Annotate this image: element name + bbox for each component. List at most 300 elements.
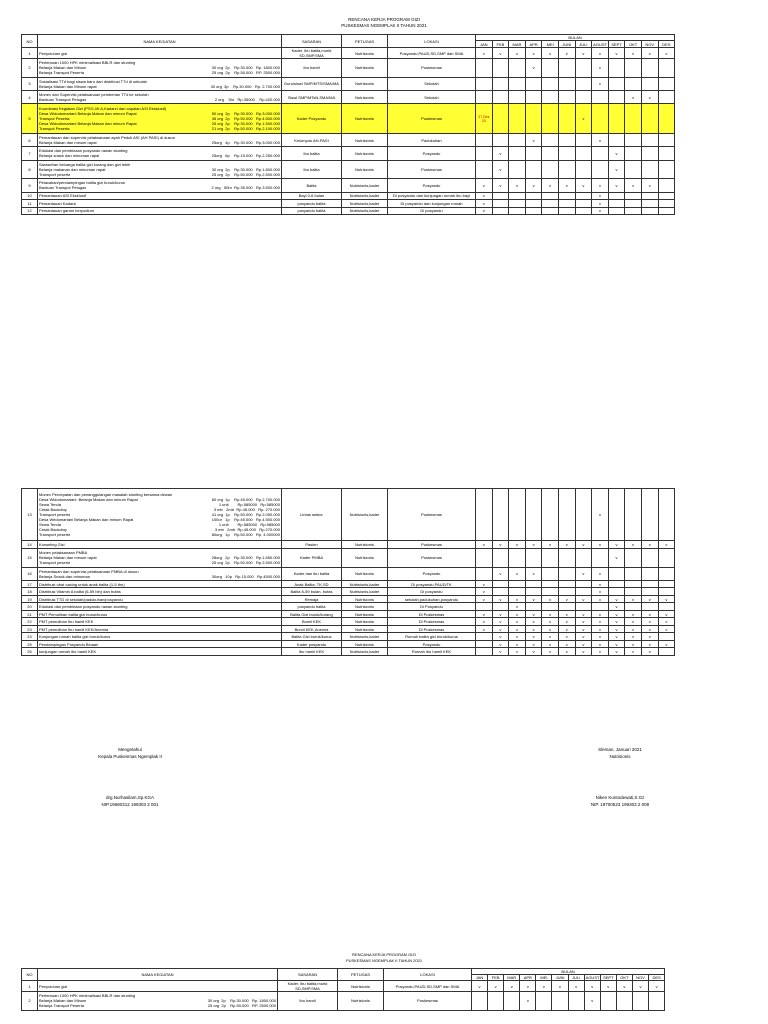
- activity-cost: 3 mtr 2mtr Rp.45.000 Rp. 270.000: [213, 507, 280, 513]
- preview-row-2: [22, 992, 665, 1011]
- month-cell: [488, 992, 504, 1011]
- month-cell: v: [476, 541, 493, 549]
- month-cell: [575, 90, 592, 103]
- officer: Nutrisionis,kader: [342, 489, 388, 541]
- activity-line-text: Pemantauan dan supervisi pelaksanaan PMBA di dusun: [39, 568, 139, 574]
- activity-line-text: Cetak Backdrop: [39, 507, 68, 513]
- row-number: 12: [22, 207, 38, 215]
- month-cell: v: [520, 992, 536, 1011]
- month-cell: [542, 192, 559, 200]
- month-cell: [492, 603, 509, 611]
- month-cell: [542, 134, 559, 147]
- month-cell: [525, 603, 542, 611]
- month-cell: [525, 580, 542, 588]
- month-cell: v: [575, 567, 592, 580]
- month-cell: v: [625, 618, 642, 626]
- plan-row-15: [22, 548, 675, 567]
- target-group: Guru/siswi SMP/MTS/SMA/MA: [282, 77, 342, 90]
- month-cell: [509, 90, 526, 103]
- month-cell: v: [509, 179, 526, 192]
- month-cell: [575, 200, 592, 208]
- month-cell: v: [658, 640, 675, 648]
- activity-line-text: Distribusi obat cacing untuk anak balita (1-5 thn): [39, 581, 125, 587]
- month-cell: v: [509, 48, 526, 59]
- header-bulan: BULAN: [476, 35, 675, 41]
- activity-name: [38, 200, 282, 208]
- officer: Nutrisionis: [342, 640, 388, 648]
- month-cell: [509, 77, 526, 90]
- activity-cost: 80org 1p Rp.50.000 Rp. 4.000000: [211, 532, 280, 538]
- month-cell: v: [509, 603, 526, 611]
- activity-name: [38, 90, 282, 103]
- month-cell: [625, 580, 642, 588]
- month-cell: v: [584, 992, 600, 1011]
- target-group: Ibu hamil: [282, 59, 342, 78]
- month-cell: [542, 90, 559, 103]
- plan-row-3: [22, 77, 675, 90]
- activity-line-text: Transport peserta: [39, 560, 71, 566]
- month-cell: v: [625, 648, 642, 656]
- row-number: 22: [22, 618, 38, 626]
- month-cell: v: [575, 48, 592, 59]
- activity-cost: 3 mtr 2mtr Rp.45.000 Rp.270.000: [214, 527, 280, 533]
- target-group: Kader posyandu: [282, 640, 342, 648]
- month-cell: [542, 580, 559, 588]
- month-cell: v: [608, 548, 625, 567]
- plan-row-26: [22, 648, 675, 656]
- activity-line-text: Transport peserta: [39, 532, 71, 538]
- month-cell: v: [592, 567, 609, 580]
- month-cell: [558, 200, 575, 208]
- activity-line: [39, 542, 280, 547]
- officer: Nutrisionis: [342, 77, 388, 90]
- activity-line-text: Belanja Makan dan Minum: [39, 998, 87, 1004]
- row-number: 2: [22, 59, 38, 78]
- activity-line-text: Belanja makanan dan minuman rapat: [39, 166, 106, 172]
- activity-line-text: Pertemuan 1000 HPK minimalisasi BBLR dan stunting: [39, 60, 136, 66]
- month-cell: [509, 588, 526, 596]
- header-month-mar: MAR: [509, 41, 526, 48]
- location: Puskesmas: [388, 541, 476, 549]
- month-cell: v: [492, 160, 509, 179]
- month-cell: v: [476, 625, 493, 633]
- activity-line: [39, 126, 280, 131]
- month-cell: [476, 489, 493, 541]
- activity-cost: 100or 1p Rp.45.000 Rp.4.500.000: [211, 517, 280, 523]
- month-cell: v: [509, 648, 526, 656]
- month-cell: [558, 567, 575, 580]
- month-cell: v: [625, 640, 642, 648]
- month-cell: v: [542, 625, 559, 633]
- month-cell: [476, 134, 493, 147]
- month-cell: v: [525, 179, 542, 192]
- activity-line: [39, 185, 280, 190]
- month-cell: [592, 147, 609, 160]
- month-cell: [641, 603, 658, 611]
- row-number: 2: [22, 992, 38, 1011]
- activity-cost: 25 org 2p Rp.50.000 Rp.2.500.000: [211, 171, 280, 177]
- activity-line-text: Belanja snack dan minuman rapat: [39, 153, 100, 159]
- month-cell: v: [575, 618, 592, 626]
- work-plan-table-continued: [21, 488, 675, 656]
- activity-line-text: Sosialisasi TTd bagi siswa baru dan distribusi TTd di sekolah: [39, 78, 147, 84]
- month-cell: [558, 77, 575, 90]
- officer: Nutrisionis: [342, 104, 388, 134]
- officer: Nutrisionis,kader: [342, 588, 388, 596]
- month-cell: v: [625, 541, 642, 549]
- month-cell: [592, 90, 609, 103]
- location: Padukuhan: [388, 134, 476, 147]
- preview-header-month-juli: JULI: [568, 975, 584, 981]
- month-cell: v: [476, 200, 493, 208]
- target-group: Kelompok AH-PASI: [282, 134, 342, 147]
- month-cell: v: [509, 618, 526, 626]
- target-group: Ibu hamil: [278, 992, 338, 1011]
- activity-cost: 25 org 2p Rp.50.000 RP. 2500.000: [207, 1003, 276, 1009]
- activity-line-text: PMT Pemulihan balita gizi buruk/kurus: [39, 611, 108, 617]
- target-group: Balita Gizi buruk/kurang: [282, 610, 342, 618]
- preview-header-month-agust: AGUST: [585, 975, 600, 980]
- preview-header-month-apr: APR: [520, 975, 536, 981]
- plan-row-5: [22, 104, 675, 134]
- month-cell: [558, 59, 575, 78]
- month-cell: v: [476, 207, 493, 215]
- activity-line-text: Transpot Peserta: [39, 126, 70, 132]
- month-cell: [625, 59, 642, 78]
- month-cell: v: [592, 489, 609, 541]
- plan-row-2: [22, 59, 675, 78]
- activity-line-text: Pemantauan dan supervisi pelaksanaan ayah Peduli ASI (AH PASI) di dusun: [39, 135, 176, 141]
- activity-line-text: Bantuan Transpot Petugas: [39, 97, 87, 103]
- location: Posyandu: [388, 567, 476, 580]
- activity-line: [39, 172, 280, 177]
- preview-header-month-feb: FEB: [488, 975, 504, 981]
- month-cell: v: [608, 595, 625, 603]
- month-cell: v: [476, 588, 493, 596]
- activity-name: [38, 134, 282, 147]
- row-number: 5: [22, 104, 38, 134]
- activity-cost: 25 org 2p Rp.50.000 RP. 2500.000: [211, 70, 280, 76]
- month-cell: [641, 548, 658, 567]
- preview-header-month-juni: JUNI: [552, 975, 568, 981]
- month-cell: v: [492, 48, 509, 59]
- officer: Nutrisionis,kader: [342, 200, 388, 208]
- header-month-juni: JUNI: [558, 41, 575, 48]
- location: Posyandu: [388, 640, 476, 648]
- month-cell: v: [476, 595, 493, 603]
- activity-line-text: Monev Percepatan dan penanggulangan masalah stunting bersama dewan: [39, 492, 173, 498]
- month-cell: [658, 90, 675, 103]
- month-cell: [509, 147, 526, 160]
- header-sasaran: SASARAN: [282, 35, 342, 48]
- activity-line-text: Pendampingan Posyandu Binaan: [39, 641, 99, 647]
- month-cell: [476, 567, 493, 580]
- preview-header-petugas: PETUGAS: [338, 969, 384, 981]
- row-number: 25: [22, 640, 38, 648]
- activity-line-text: Kunjungan rumah balita gizi buruk/kurus: [39, 634, 111, 640]
- month-cell: v: [592, 59, 609, 78]
- month-cell: v: [525, 648, 542, 656]
- month-cell: [608, 489, 625, 541]
- month-cell: [525, 207, 542, 215]
- month-cell: v: [592, 77, 609, 90]
- target-group: Ibu balita: [282, 147, 342, 160]
- activity-line: [39, 193, 280, 198]
- preview-title-1: RENCANA KERJA PROGRAM GIZI: [352, 952, 416, 957]
- month-cell: [492, 104, 509, 134]
- activity-line-text: Pertemuan 1000 HPK minimalisasi BBLR dan stunting: [39, 993, 136, 999]
- activity-line-text: Belanja Makan dan minum rapat: [39, 555, 97, 561]
- month-cell: [658, 603, 675, 611]
- target-group: Pasien: [282, 541, 342, 549]
- officer: Nutrisionis: [342, 160, 388, 179]
- month-cell: [608, 207, 625, 215]
- month-cell: [492, 192, 509, 200]
- month-cell: v: [542, 618, 559, 626]
- activity-line-text: Belanja Makan dan minum rapat: [39, 140, 97, 146]
- target-group: Bayi 0-6 bulan: [282, 192, 342, 200]
- month-cell: v: [542, 648, 559, 656]
- target-group: Kader, ibu balita,murid SD,SMP,SMA: [278, 981, 338, 992]
- officer: Nutrisionis: [338, 992, 384, 1011]
- month-cell: v: [592, 192, 609, 200]
- month-cell: v: [608, 633, 625, 641]
- target-group: Ibu hamil KEK: [282, 648, 342, 656]
- activity-line: [39, 642, 280, 647]
- activity-line-text: Sewa Tenda: [39, 522, 61, 528]
- signature-left-line2: Kepala Puskesmas Ngemplak II: [98, 754, 162, 759]
- activity-line-text: Pelacakan/pendampingan balita gizi buruk/kurus: [39, 180, 126, 186]
- month-cell: v: [625, 633, 642, 641]
- row-number: 6: [22, 134, 38, 147]
- activity-cost: 1 unit Rp.585000 Rp.585000: [218, 522, 280, 528]
- plan-row-7: [22, 147, 675, 160]
- activity-name: [38, 489, 282, 541]
- activity-name: [38, 610, 282, 618]
- month-cell: v: [558, 179, 575, 192]
- header-month-nov: NOV: [641, 41, 658, 48]
- month-cell: v: [575, 541, 592, 549]
- row-number: 17: [22, 580, 38, 588]
- month-cell: [608, 59, 625, 78]
- activity-name: [38, 595, 282, 603]
- month-cell: v: [592, 541, 609, 549]
- month-cell: v: [492, 541, 509, 549]
- row-number: 10: [22, 192, 38, 200]
- row-number: 21: [22, 610, 38, 618]
- activity-line-text: kunjungan rumah ibu hamil KEK: [39, 649, 97, 655]
- month-cell: v: [525, 541, 542, 549]
- month-cell: [625, 160, 642, 179]
- month-cell: v: [492, 179, 509, 192]
- month-cell: v: [592, 633, 609, 641]
- month-cell: v: [641, 640, 658, 648]
- location: Di posyandu dan kunjungan rumah ibu bayi: [388, 192, 476, 200]
- activity-name: [38, 618, 282, 626]
- month-cell: v: [592, 595, 609, 603]
- month-cell: v: [492, 633, 509, 641]
- activity-line-text: Transport peserta: [39, 512, 71, 518]
- header-month-okt: OKT: [625, 41, 642, 48]
- month-cell: [608, 200, 625, 208]
- activity-name: [38, 992, 278, 1011]
- activity-line: [39, 97, 280, 102]
- month-cell: [492, 59, 509, 78]
- month-cell: v: [608, 603, 625, 611]
- plan-row-13: [22, 489, 675, 541]
- plan-row-25: [22, 640, 675, 648]
- activity-line-text: Belanja Transpot Peserta: [39, 70, 84, 76]
- month-cell: v: [575, 640, 592, 648]
- month-cell: [525, 588, 542, 596]
- activity-cost: 41 org 1p Rp.50.000 Rp.2.050.000: [211, 512, 280, 518]
- month-cell: [641, 200, 658, 208]
- location: Di posyandu: [388, 588, 476, 596]
- month-cell: v: [592, 610, 609, 618]
- officer: Nutrisionis: [342, 147, 388, 160]
- month-cell: v: [542, 640, 559, 648]
- month-cell: v: [649, 981, 665, 992]
- activity-line-text: Sewa Tenda: [39, 502, 61, 508]
- row-number: 1: [22, 981, 38, 992]
- activity-line-text: Pemantauan garam beryodium: [39, 208, 94, 214]
- preview-table: [21, 968, 665, 1011]
- month-cell: v: [525, 48, 542, 59]
- activity-line-text: Konseling Gizi: [39, 542, 65, 548]
- signature-left: [60, 746, 200, 808]
- month-cell: v: [592, 588, 609, 596]
- month-cell: v: [658, 541, 675, 549]
- month-cell: [525, 489, 542, 541]
- month-cell: [658, 567, 675, 580]
- month-cell: [575, 489, 592, 541]
- location: Posyandu: [388, 147, 476, 160]
- signature-right-line2: Nutrisionis: [609, 754, 631, 759]
- activity-line-text: PMT pemulihan Ibu hamil KEK: [39, 619, 94, 625]
- month-cell: [542, 603, 559, 611]
- month-cell: v: [558, 640, 575, 648]
- target-group: Balita Gizi buruk/kurus: [282, 633, 342, 641]
- month-cell: [658, 548, 675, 567]
- month-cell: [575, 192, 592, 200]
- month-cell: [558, 489, 575, 541]
- month-cell: v: [558, 48, 575, 59]
- activity-line-text: Pemantauan Kadarzi: [39, 200, 77, 206]
- activity-line-text: PMT pemulihan Ibu hamil KEK/Anemia: [39, 626, 109, 632]
- month-cell: v: [509, 640, 526, 648]
- location: Di Puskesmas: [388, 618, 476, 626]
- signature-left-line1: Mengetahui: [118, 747, 142, 752]
- month-cell: [600, 992, 616, 1011]
- target-group: Siswi SMP/MTsN,SMA/MA: [282, 90, 342, 103]
- month-cell: [492, 588, 509, 596]
- month-cell: [641, 59, 658, 78]
- header-month-jan: JAN: [476, 41, 493, 48]
- location: Di Posyandu: [388, 603, 476, 611]
- target-group: Lintas sektor: [282, 489, 342, 541]
- month-cell: [658, 207, 675, 215]
- month-cell: v: [608, 625, 625, 633]
- activity-cost: 45 org 2p Rp.50.000 Rp.4.500.000: [211, 116, 280, 122]
- location: Di Puskesmas: [388, 625, 476, 633]
- officer: Nutrisionis: [342, 59, 388, 78]
- activity-line-text: Edukasi dan pembinaan posyandu rawan stunting: [39, 148, 128, 154]
- month-cell: [641, 567, 658, 580]
- month-cell: [658, 648, 675, 656]
- month-cell: [658, 588, 675, 596]
- month-cell: v: [520, 981, 536, 992]
- location: sekolah,padukuhan,posyandu: [388, 595, 476, 603]
- month-cell: v: [608, 179, 625, 192]
- month-cell: v: [476, 192, 493, 200]
- month-cell: v: [592, 648, 609, 656]
- location: Puskesmas: [388, 160, 476, 179]
- month-cell: [641, 588, 658, 596]
- month-cell: [504, 992, 520, 1011]
- month-cell: v: [525, 595, 542, 603]
- activity-name: [38, 625, 282, 633]
- activity-name: [38, 104, 282, 134]
- plan-row-9: [22, 179, 675, 192]
- officer: Nutrisionis: [342, 548, 388, 567]
- month-cell: [641, 77, 658, 90]
- month-cell: [476, 633, 493, 641]
- month-cell: v: [525, 640, 542, 648]
- row-number: 7: [22, 147, 38, 160]
- month-cell: v: [509, 541, 526, 549]
- month-cell: [525, 192, 542, 200]
- officer: Nutrisionis: [342, 541, 388, 549]
- activity-cost: 50 org 2p Rp.30.000 Rp.3.000.000: [211, 111, 280, 117]
- month-cell: [509, 548, 526, 567]
- month-cell: [492, 134, 509, 147]
- activity-line-text: Desa Widodomartani Belanja Makan dan minum Rapat: [39, 111, 137, 117]
- location: Puskesmas: [384, 992, 472, 1011]
- location: Di posyandu: [388, 207, 476, 215]
- month-cell: [525, 160, 542, 179]
- month-cell: [536, 992, 552, 1011]
- activity-line-text: Desa Widodomartani Belanja Makan dan minum Rapat: [39, 121, 137, 127]
- month-cell: v: [592, 179, 609, 192]
- month-cell: [632, 992, 648, 1011]
- activity-line-text: Cetak Backdrop: [39, 527, 68, 533]
- month-cell: v: [492, 567, 509, 580]
- month-cell: v: [509, 567, 526, 580]
- month-cell: [625, 207, 642, 215]
- activity-line: [39, 612, 280, 617]
- month-cell: [525, 147, 542, 160]
- month-cell: v: [575, 648, 592, 656]
- activity-name: [38, 192, 282, 200]
- officer: Nutrisionis,kader: [342, 633, 388, 641]
- month-cell: v: [592, 200, 609, 208]
- month-cell: v: [625, 625, 642, 633]
- month-cell: v: [542, 595, 559, 603]
- month-cell: v: [552, 981, 568, 992]
- month-cell: [608, 104, 625, 134]
- month-cell: v: [625, 595, 642, 603]
- row-number: 13: [22, 489, 38, 541]
- month-cell: [616, 992, 632, 1011]
- activity-cost: 25 org 2p Rp.50.000 Rp.2.500.000: [211, 560, 280, 566]
- month-cell: [476, 104, 493, 134]
- plan-row-12: [22, 207, 675, 215]
- target-group: Ibu balita: [282, 160, 342, 179]
- target-group: Balita 6-59 bulan, bufas: [282, 588, 342, 596]
- header-month-juli: JULI: [575, 41, 592, 48]
- month-cell: v: [525, 633, 542, 641]
- month-cell: [476, 603, 493, 611]
